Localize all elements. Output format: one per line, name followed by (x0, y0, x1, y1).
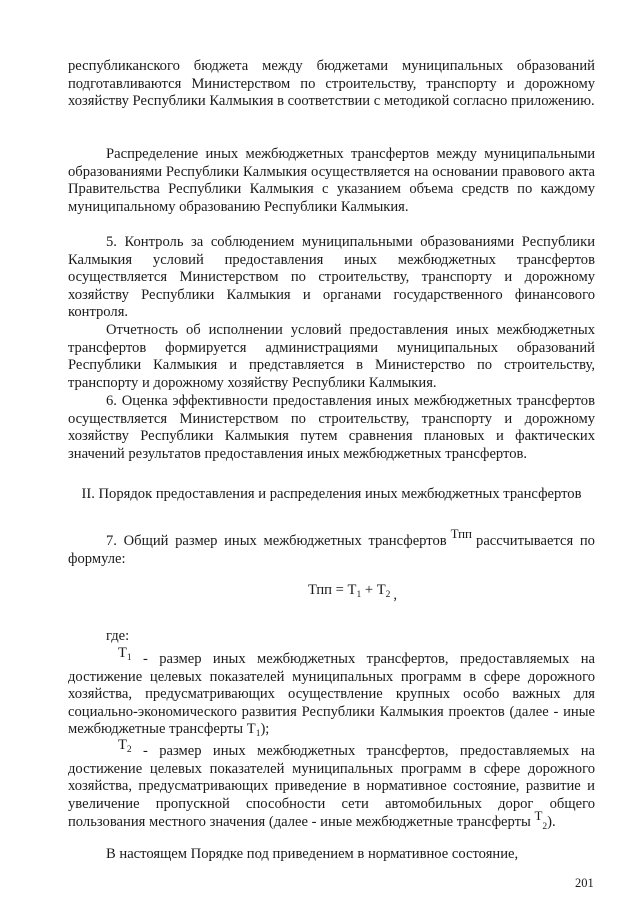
t1-definition (68, 651, 595, 741)
where-label: где: (106, 628, 130, 644)
paragraph-distribution: Распределение иных межбюджетных трансфертов между муниципальными образованиями Республики Калмыкия осуществляется на основании правового акта Правительства Республики Калмыкия с указанием объема средств по каждому муниципальному образованию Республики Калмыкия. (68, 146, 595, 215)
paragraph-budget-preparation: республиканского бюджета между бюджетами муниципальных образований подготавливаются Министерством по строительству, транспорту и дорожному хозяйству Республики Калмыкия в соответствии с методикой согласно приложению. (68, 58, 595, 110)
paragraph-control: 5. Контроль за соблюдением муниципальными образованиями Республики Калмыкия условий предоставления иных межбюджетных трансфертов осуществляется Министерством по строительству, транспорту и дорожному хозяйству Республики Калмыкия и органами государственного финансового контроля. (68, 234, 595, 321)
p7-text-after: рассчитывается по формуле: (68, 533, 595, 567)
t1-tail-sub: 1 (255, 729, 261, 740)
t2-text: - размер иных межбюджетных трансфертов, предоставляемых на достижение целевых показателей муниципальных программ в сфере дорожного хозяйства, предусматривающих приведение в нормативное состояние, развитие и увеличение пропускной способности сети автомобильных дорог общего пользования местного значения (далее - иные межбюджетные трансферты (68, 743, 595, 831)
t1-text: - размер иных межбюджетных трансфертов, предоставляемых на достижение целевых показателей муниципальных программ в сфере дорожного хозяйства, предусматривающих осуществление крупных особо важных для социально-экономического развития Республики Калмыкия проектов (далее - иные межбюджетные трансферты Т (68, 651, 595, 738)
tpp-symbol: Тпп (450, 526, 473, 541)
formula-t1: Т (347, 582, 357, 598)
paragraph-total-size (68, 526, 595, 568)
formula-t1-sub: 1 (356, 590, 362, 600)
t2-definition (68, 743, 595, 834)
section-heading: II. Порядок предоставления и распределения иных межбюджетных трансфертов (81, 486, 582, 502)
formula-t2-sub: 2 (385, 590, 391, 600)
t2-tail-symbol: Т (534, 808, 543, 824)
page-number: 201 (575, 876, 594, 890)
t2-tail: ). (547, 814, 556, 831)
t1-subscript: 1 (126, 653, 132, 663)
formula-comma: , (393, 587, 398, 603)
t1-tail: ); (260, 721, 270, 738)
p7-text-before: 7. Общий размер иных межбюджетных трансфертов (106, 533, 447, 549)
t2-letter: Т (118, 737, 127, 753)
formula-equals: = (331, 582, 348, 598)
paragraph-reporting: Отчетность об исполнении условий предоставления иных межбюджетных трансфертов формируется администрациями муниципальных образований Республики Калмыкия и представляется в Министерство по строительству, транспорту и дорожному хозяйству Республики Калмыкия. (68, 322, 595, 391)
paragraph-evaluation: 6. Оценка эффективности предоставления иных межбюджетных трансфертов осуществляется Министерством по строительству, транспорту и дорожному хозяйству Республики Калмыкия путем сравнения плановых и фактических значений результатов предоставления иных межбюджетных трансфертов. (68, 393, 595, 462)
t1-letter: Т (118, 645, 127, 661)
formula (308, 582, 397, 602)
t2-subscript: 2 (126, 745, 132, 755)
formula-t2: Т (376, 582, 386, 598)
formula-plus: + (361, 582, 377, 598)
paragraph-last-line: В настоящем Порядке под приведением в нормативное состояние, (106, 846, 519, 862)
t2-tail-sub: 2 (542, 822, 548, 833)
formula-lhs: Тпп (308, 582, 332, 598)
